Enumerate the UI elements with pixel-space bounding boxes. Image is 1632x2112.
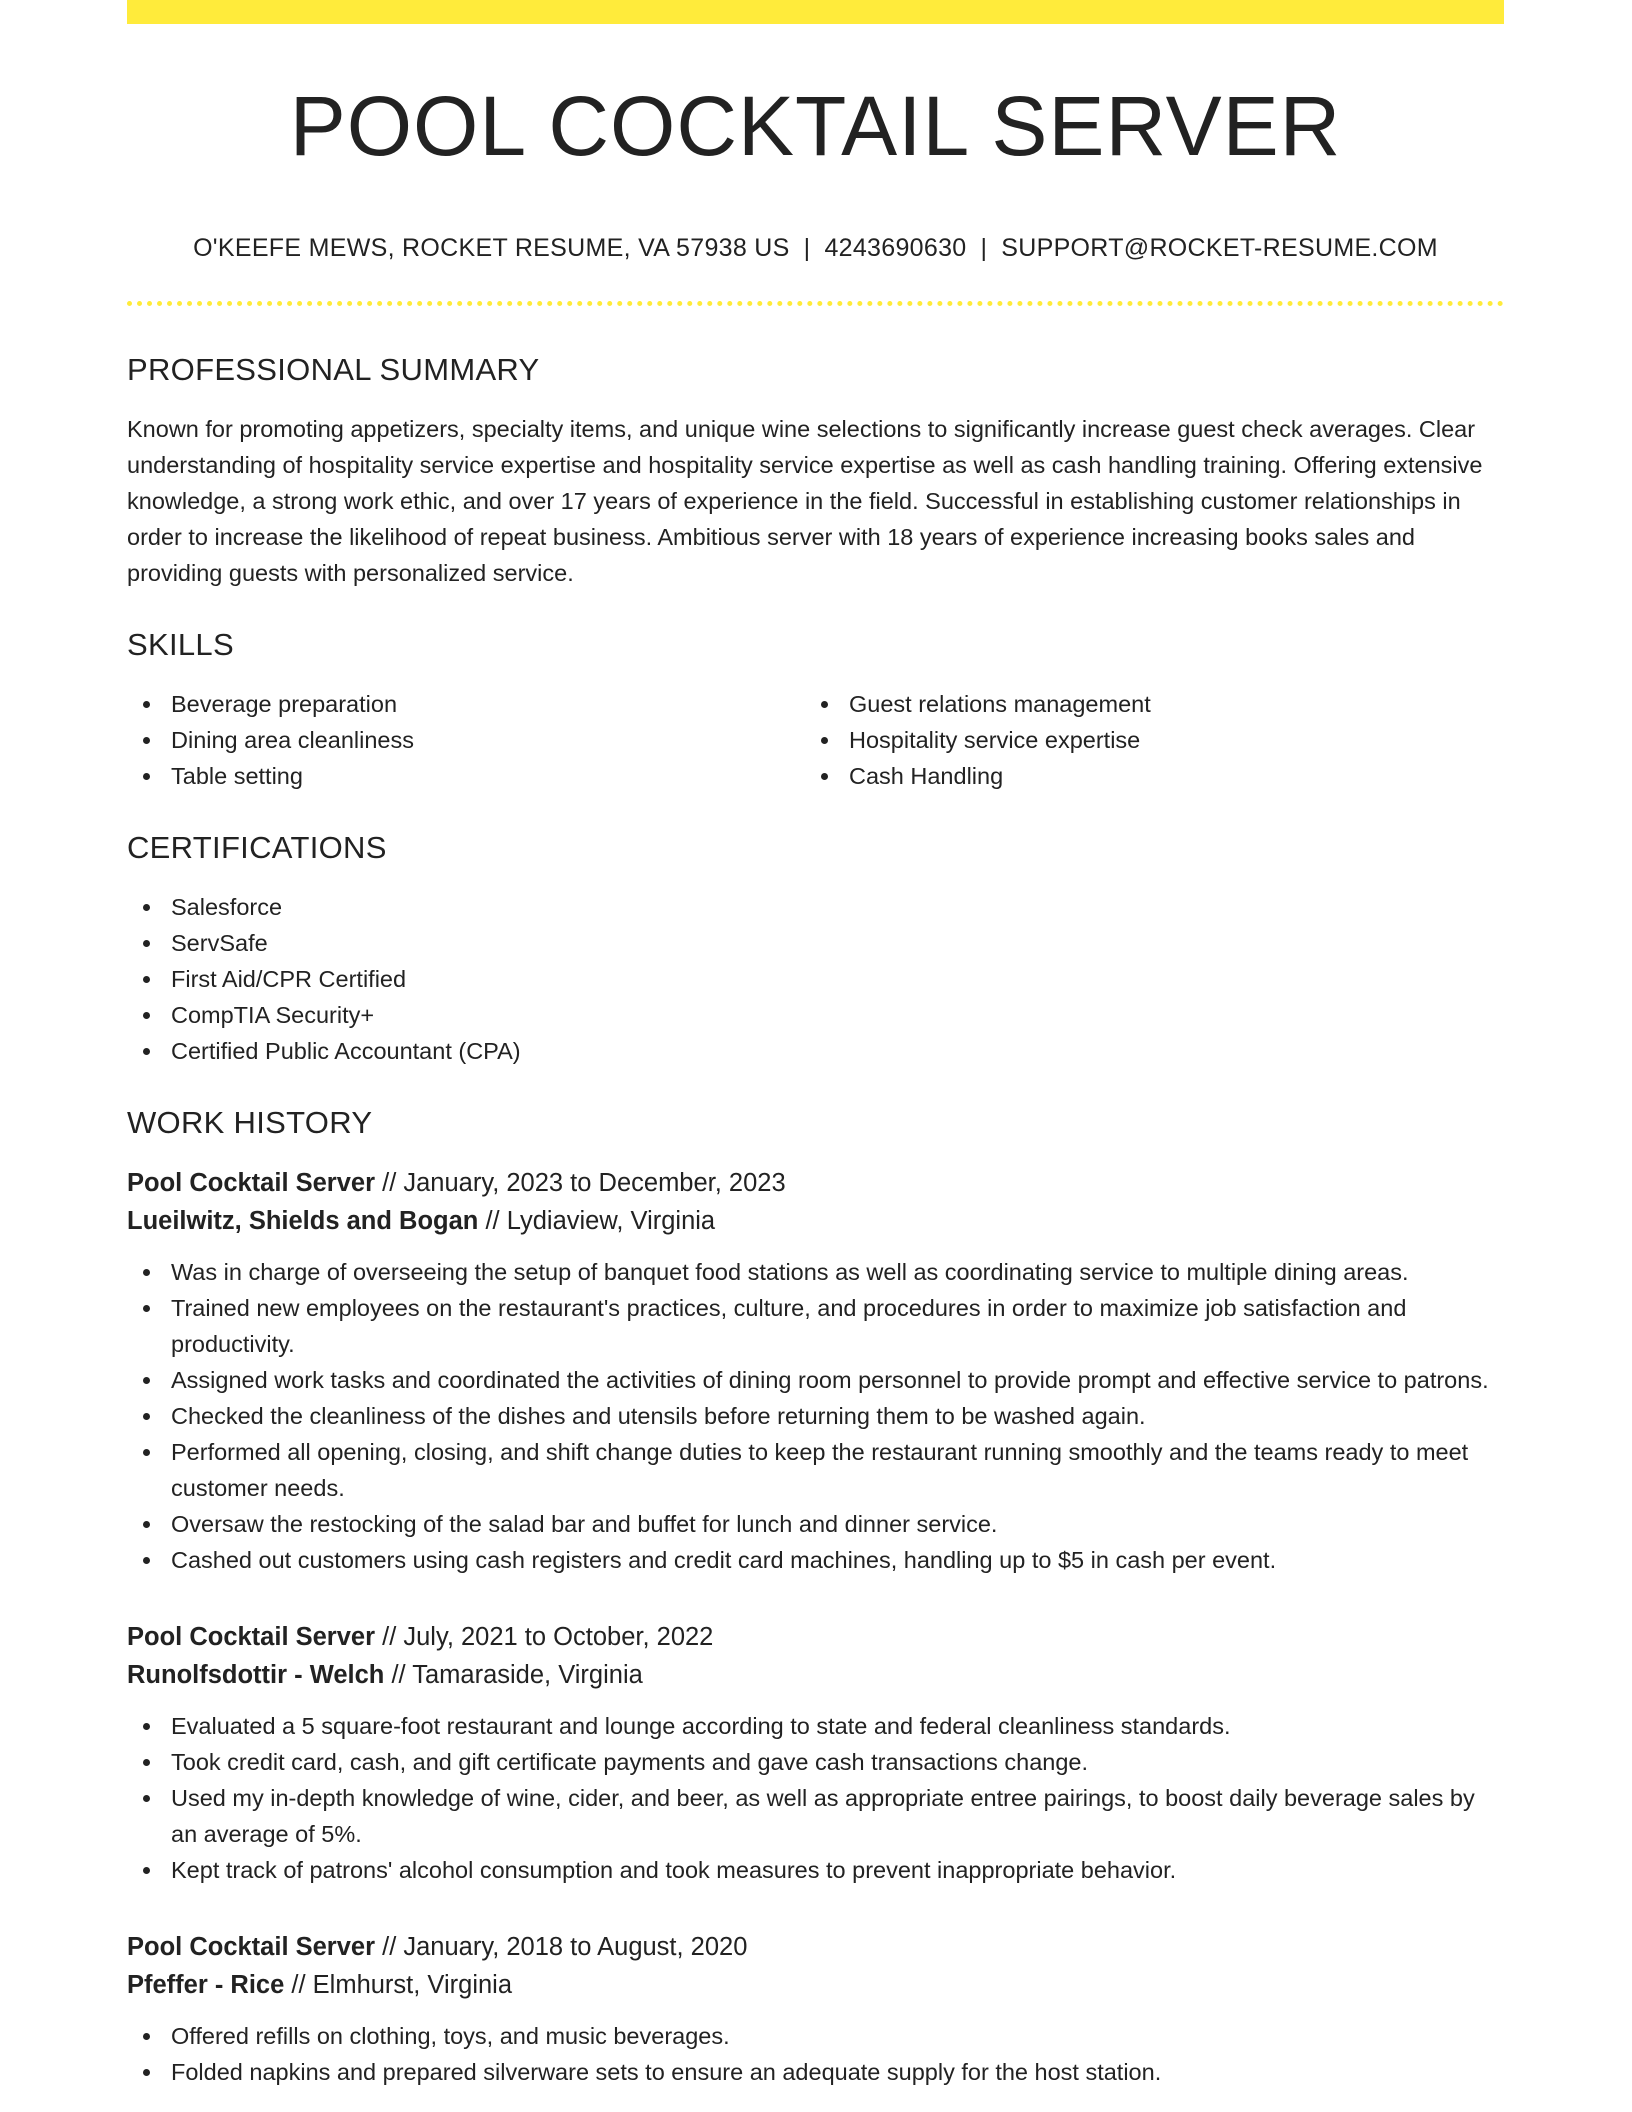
skill-item: Hospitality service expertise xyxy=(805,722,1483,758)
job-company-line xyxy=(127,1656,1504,1694)
job-role: Pool Cocktail Server xyxy=(127,1169,376,1197)
contact-separator: | xyxy=(980,234,988,262)
certifications-list xyxy=(127,889,1504,1069)
job-location: Tamaraside, Virginia xyxy=(412,1661,643,1689)
job-dates: January, 2018 to August, 2020 xyxy=(403,1933,748,1961)
certification-item: CompTIA Security+ xyxy=(127,997,1504,1033)
summary-heading: PROFESSIONAL SUMMARY xyxy=(127,352,540,387)
contact-line xyxy=(127,236,1504,261)
skill-item: Beverage preparation xyxy=(127,686,805,722)
skill-item: Cash Handling xyxy=(805,758,1483,794)
certifications-heading: CERTIFICATIONS xyxy=(127,830,387,865)
certification-item: ServSafe xyxy=(127,925,1504,961)
skills-list-left xyxy=(127,686,805,794)
skill-item: Dining area cleanliness xyxy=(127,722,805,758)
job-bullet: Trained new employees on the restaurant's practices, culture, and procedures in order to maximize job satisfaction and productivity. xyxy=(127,1290,1504,1362)
contact-address: O'KEEFE MEWS, ROCKET RESUME, VA 57938 US xyxy=(193,234,790,262)
job-bullets xyxy=(127,2018,1504,2090)
job-role: Pool Cocktail Server xyxy=(127,1623,376,1651)
job-entry xyxy=(127,1928,1504,2090)
job-bullet: Evaluated a 5 square-foot restaurant and lounge according to state and federal cleanliness standards. xyxy=(127,1708,1504,1744)
contact-email: SUPPORT@ROCKET-RESUME.COM xyxy=(1001,234,1438,262)
certification-item: First Aid/CPR Certified xyxy=(127,961,1504,997)
resume-title: POOL COCKTAIL SERVER xyxy=(289,79,1342,173)
job-bullet: Offered refills on clothing, toys, and music beverages. xyxy=(127,2018,1504,2054)
contact-separator: | xyxy=(803,234,811,262)
summary-text: Known for promoting appetizers, specialty items, and unique wine selections to significantly increase guest check averages. Clear understanding of hospitality service expertise and hospitality service expertise as well as cash handling training. Offering extensive knowledge, a strong work ethic, and over 17 years of experience in the field. Successful in establishing customer relationships in order to increase the likelihood of repeat business. Ambitious server with 18 years of experience increasing books sales and providing guests with personalized service. xyxy=(127,416,1483,586)
job-bullet: Kept track of patrons' alcohol consumption and took measures to prevent inappropriate behavior. xyxy=(127,1852,1504,1888)
job-company-line xyxy=(127,1202,1504,1240)
skills-grid xyxy=(127,686,1504,794)
job-divider: // xyxy=(382,1623,397,1651)
job-bullet: Oversaw the restocking of the salad bar and buffet for lunch and dinner service. xyxy=(127,1506,1504,1542)
certification-item: Certified Public Accountant (CPA) xyxy=(127,1033,1504,1069)
job-bullet: Used my in-depth knowledge of wine, cider, and beer, as well as appropriate entree pairings, to boost daily beverage sales by an average of 5%. xyxy=(127,1780,1504,1852)
job-role-line xyxy=(127,1164,1504,1202)
job-bullet: Folded napkins and prepared silverware sets to ensure an adequate supply for the host station. xyxy=(127,2054,1504,2090)
job-company-line xyxy=(127,1966,1504,2004)
job-company: Runolfsdottir - Welch xyxy=(127,1661,385,1689)
job-bullet: Took credit card, cash, and gift certificate payments and gave cash transactions change. xyxy=(127,1744,1504,1780)
job-divider: // xyxy=(485,1207,500,1235)
job-location: Lydiaview, Virginia xyxy=(506,1207,716,1235)
job-company: Pfeffer - Rice xyxy=(127,1971,285,1999)
contact-phone: 4243690630 xyxy=(824,234,967,262)
job-bullet: Was in charge of overseeing the setup of banquet food stations as well as coordinating service to multiple dining areas. xyxy=(127,1254,1504,1290)
job-entry xyxy=(127,1618,1504,1888)
job-dates: January, 2023 to December, 2023 xyxy=(403,1169,786,1197)
job-location: Elmhurst, Virginia xyxy=(312,1971,513,1999)
certification-item: Salesforce xyxy=(127,889,1504,925)
job-bullet: Cashed out customers using cash registers and credit card machines, handling up to $5 in cash per event. xyxy=(127,1542,1504,1578)
job-divider: // xyxy=(382,1933,397,1961)
job-divider: // xyxy=(291,1971,306,1999)
job-divider: // xyxy=(382,1169,397,1197)
skills-list-right xyxy=(805,686,1483,794)
job-entry xyxy=(127,1164,1504,1578)
skill-item: Table setting xyxy=(127,758,805,794)
job-divider: // xyxy=(391,1661,406,1689)
job-role: Pool Cocktail Server xyxy=(127,1933,376,1961)
job-bullet: Assigned work tasks and coordinated the activities of dining room personnel to provide prompt and effective service to patrons. xyxy=(127,1362,1504,1398)
job-role-line xyxy=(127,1928,1504,1966)
job-bullets xyxy=(127,1254,1504,1578)
job-role-line xyxy=(127,1618,1504,1656)
job-dates: July, 2021 to October, 2022 xyxy=(403,1623,714,1651)
dotted-divider xyxy=(127,301,1504,306)
skill-item: Guest relations management xyxy=(805,686,1483,722)
skills-heading: SKILLS xyxy=(127,627,234,662)
job-bullet: Checked the cleanliness of the dishes and utensils before returning them to be washed again. xyxy=(127,1398,1504,1434)
job-company: Lueilwitz, Shields and Bogan xyxy=(127,1207,479,1235)
resume-page xyxy=(127,0,1504,2090)
job-bullets xyxy=(127,1708,1504,1888)
work-history-heading: WORK HISTORY xyxy=(127,1105,373,1140)
job-bullet: Performed all opening, closing, and shift change duties to keep the restaurant running smoothly and the teams ready to meet customer needs. xyxy=(127,1434,1504,1506)
accent-top-bar xyxy=(127,0,1504,24)
